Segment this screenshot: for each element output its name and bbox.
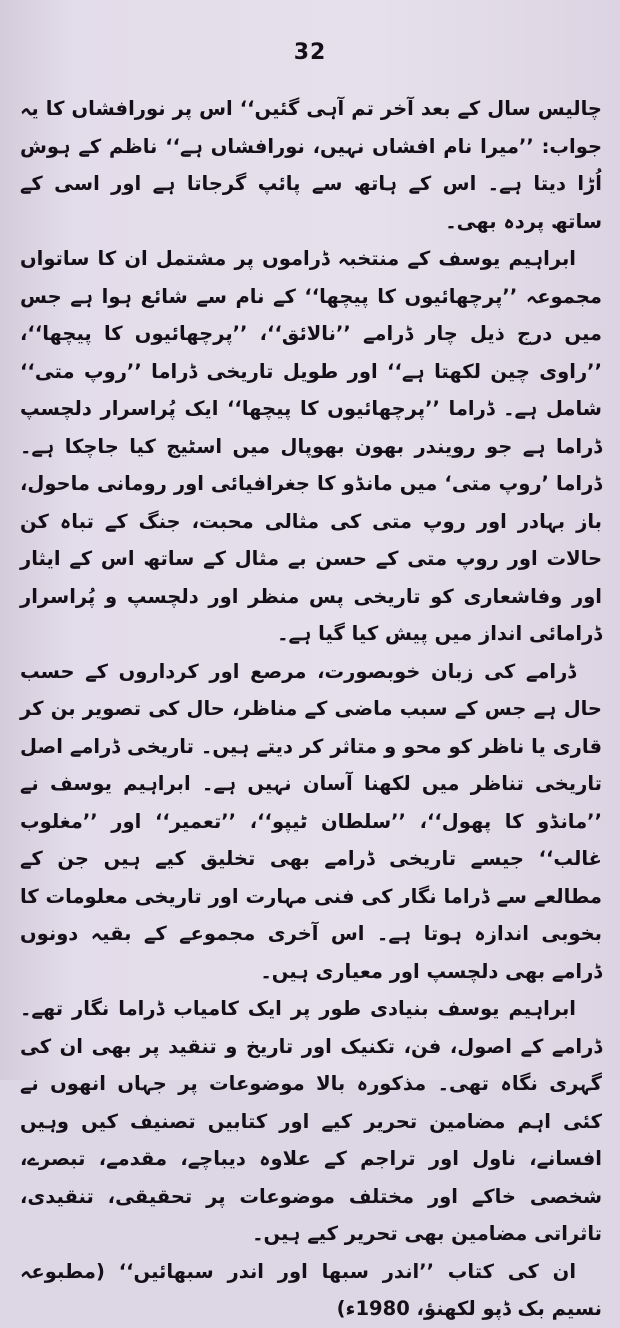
paragraph-1: چالیس سال کے بعد آخر تم آہی گئیں‘‘ اس پر نورافشاں کا یہ جواب: ’’میرا نام افشاں نہیں، نورافشاں ہے‘‘ ناظم کے ہوش اُڑا دیتا ہے۔ اس کے ہاتھ سے پائپ گرجاتا ہے اور اسی کے ساتھ پردہ بھی۔ <box>20 97 602 233</box>
page-body-text <box>20 90 602 1328</box>
paragraph-5: ان کی کتاب ’’اندر سبھا اور اندر سبھائیں‘‘ (مطبوعہ نسیم بک ڈپو لکھنؤ، 1980ء) <box>20 1259 602 1320</box>
paragraph-4: ابراہیم یوسف بنیادی طور پر ایک کامیاب ڈراما نگار تھے۔ ڈرامے کے اصول، فن، تکنیک اور تاریخ و تنقید پر بھی ان کی گہری نگاہ تھی۔ مذکورہ بالا موضوعات پر جہاں انھوں نے کئی اہم مضامین تحریر کیے اور کتابیں تصنیف کیں وہیں افسانے، ناول اور تراجم کے علاوہ دیباچے، مقدمے، تبصرے، شخصی خاکے اور مختلف موضوعات پر تحقیقی، تنقیدی، تاثراتی مضامین بھی تحریر کیے ہیں۔ <box>20 997 602 1245</box>
page-number: 32 <box>293 40 327 65</box>
paragraph-2: ابراہیم یوسف کے منتخبہ ڈراموں پر مشتمل ان کا ساتواں مجموعہ ’’پرچھائیوں کا پیچھا‘‘ کے نام سے شائع ہوا ہے جس میں درج ذیل چار ڈرامے ’’نالائق‘‘، ’’پرچھائیوں کا پیچھا‘‘، ’’راوی چین لکھتا ہے‘‘ اور طویل تاریخی ڈراما ’’روپ متی‘‘ شامل ہے۔ ڈراما ’’پرچھائیوں کا پیچھا‘‘ ایک پُراسرار دلچسپ ڈراما ہے جو رویندر بھون بھوپال میں اسٹیج کیا جاچکا ہے۔ ڈراما ’روپ متی‘ میں مانڈو کا جغرافیائی اور رومانی ماحول، باز بہادر اور روپ متی کی مثالی محبت، جنگ کے تباہ کن حالات اور روپ متی کے حسن بے مثال کے ساتھ اس کے ایثار اور وفاشعاری کو تاریخی پس منظر اور دلچسپ و پُراسرار ڈرامائی انداز میں پیش کیا گیا ہے۔ <box>20 247 602 645</box>
paragraph-3: ڈرامے کی زبان خوبصورت، مرصع اور کرداروں کے حسب حال ہے جس کے سبب ماضی کے مناظر، حال کی تصویر بن کر قاری یا ناظر کو محو و متاثر کر دیتے ہیں۔ تاریخی ڈرامے اصل تاریخی تناظر میں لکھنا آسان نہیں ہے۔ ابراہیم یوسف نے ’’مانڈو کا پھول‘‘، ’’سلطان ٹیپو‘‘، ’’تعمیر‘‘ اور ’’مغلوب غالب‘‘ جیسے تاریخی ڈرامے بھی تخلیق کیے ہیں جن کے مطالعے سے ڈراما نگار کی فنی مہارت اور تاریخی معلومات کا بخوبی اندازہ ہوتا ہے۔ اس آخری مجموعے کے بقیہ دونوں ڈرامے بھی دلچسپ اور معیاری ہیں۔ <box>20 659 602 983</box>
